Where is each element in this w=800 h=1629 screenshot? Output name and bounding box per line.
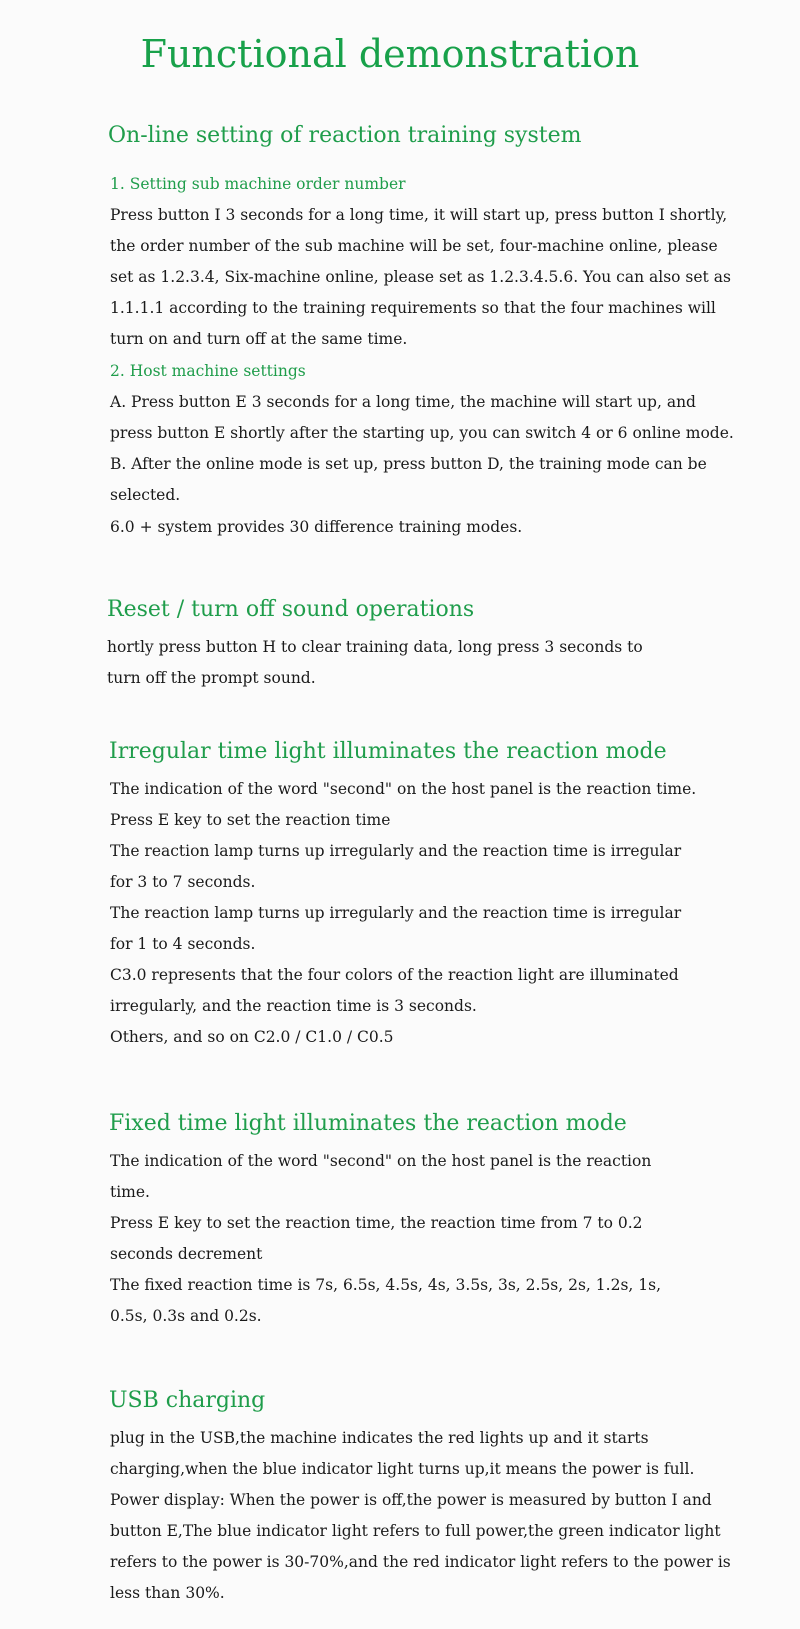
paragraph-line: A. Press button E 3 seconds for a long time, the machine will start up, and [110, 393, 696, 411]
paragraph-line: The reaction lamp turns up irregularly and the reaction time is irregular [110, 904, 682, 922]
paragraph-line: B. After the online mode is set up, press button D, the training mode can be [110, 455, 707, 473]
subheading-host-machine: 2. Host machine settings [110, 362, 306, 380]
section-heading: Fixed time light illuminates the reaction mode [109, 1111, 627, 1136]
paragraph-line: time. [110, 1183, 150, 1201]
paragraph-line: Press E key to set the reaction time, the reaction time from 7 to 0.2 [110, 1214, 643, 1232]
paragraph-line: The reaction lamp turns up irregularly and the reaction time is irregular [110, 842, 682, 860]
paragraph-line: for 3 to 7 seconds. [110, 873, 256, 891]
paragraph-line: refers to the power is 30-70%,and the red indicator light refers to the power is [110, 1553, 731, 1571]
paragraph-line: 0.5s, 0.3s and 0.2s. [110, 1307, 262, 1325]
subheading-sub-machine: 1. Setting sub machine order number [110, 175, 406, 193]
paragraph-line: Press E key to set the reaction time [110, 811, 391, 829]
paragraph-line: Press button I 3 seconds for a long time, it will start up, press button I shortly, [110, 206, 728, 224]
section-heading: Reset / turn off sound operations [107, 597, 475, 622]
paragraph-line: C3.0 represents that the four colors of the reaction light are illuminated [110, 966, 679, 984]
paragraph-line: the order number of the sub machine will be set, four-machine online, please [110, 237, 718, 255]
paragraph-line: set as 1.2.3.4, Six-machine online, please set as 1.2.3.4.5.6. You can also set as [110, 268, 731, 286]
paragraph-line: turn off the prompt sound. [107, 669, 316, 687]
paragraph-line: hortly press button H to clear training data, long press 3 seconds to [107, 638, 643, 656]
paragraph-line: The fixed reaction time is 7s, 6.5s, 4.5s, 4s, 3.5s, 3s, 2.5s, 2s, 1.2s, 1s, [110, 1276, 661, 1294]
paragraph-line: less than 30%. [110, 1584, 225, 1602]
page-title: Functional demonstration [140, 32, 640, 76]
paragraph-line: Others, and so on C2.0 / C1.0 / C0.5 [110, 1028, 394, 1046]
paragraph-line: The indication of the word "second" on the host panel is the reaction [110, 1152, 652, 1170]
paragraph-line: seconds decrement [110, 1245, 263, 1263]
paragraph-line: irregularly, and the reaction time is 3 seconds. [110, 997, 477, 1015]
section-heading: On-line setting of reaction training system [108, 123, 582, 148]
paragraph-line: 1.1.1.1 according to the training requirements so that the four machines will [110, 299, 716, 317]
paragraph-line: turn on and turn off at the same time. [110, 330, 408, 348]
section-heading: Irregular time light illuminates the reaction mode [109, 739, 667, 764]
paragraph-line: Power display: When the power is off,the power is measured by button I and [110, 1491, 712, 1509]
paragraph-line: press button E shortly after the starting up, you can switch 4 or 6 online mode. [110, 424, 734, 442]
paragraph-line: plug in the USB,the machine indicates the red lights up and it starts [110, 1429, 649, 1447]
paragraph-line: for 1 to 4 seconds. [110, 935, 256, 953]
section-heading: USB charging [109, 1388, 266, 1413]
paragraph-line: selected. [110, 486, 181, 504]
paragraph-line: button E,The blue indicator light refers to full power,the green indicator light [110, 1522, 721, 1540]
paragraph-line: The indication of the word "second" on the host panel is the reaction time. [110, 780, 697, 798]
paragraph-line: charging,when the blue indicator light turns up,it means the power is full. [110, 1460, 695, 1478]
paragraph-line: 6.0 + system provides 30 difference training modes. [110, 518, 523, 536]
